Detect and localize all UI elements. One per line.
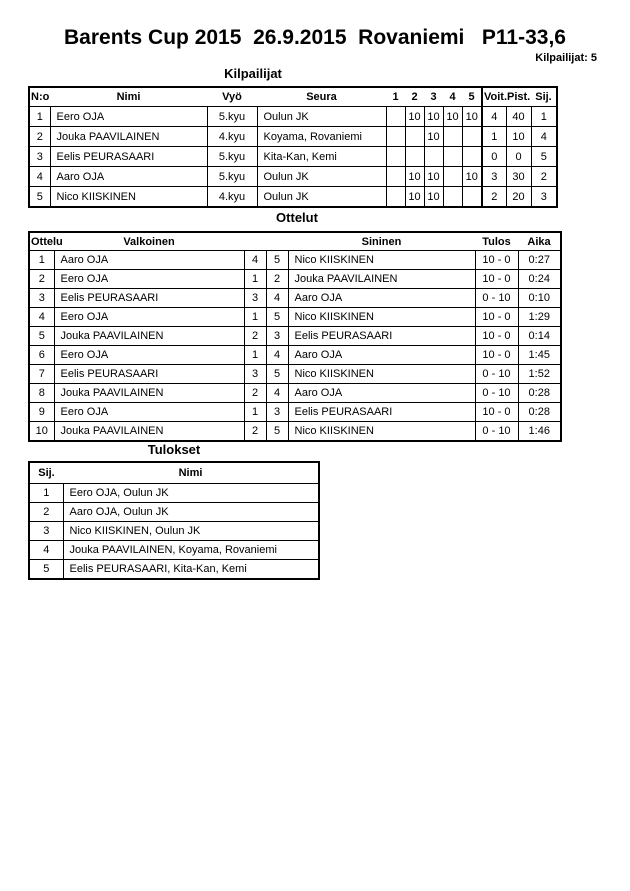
- cell-white-no: 1: [244, 346, 266, 365]
- cell-pist: 40: [506, 107, 531, 127]
- table-row: [29, 127, 557, 147]
- cell-result: 0 - 10: [475, 365, 518, 384]
- cell-result: 10 - 0: [475, 270, 518, 289]
- results-section-heading: Tulokset: [147, 442, 201, 457]
- cell-sij: 5: [531, 147, 557, 167]
- cell-match-no: 4: [29, 308, 54, 327]
- cell-seura: Oulun JK: [257, 107, 386, 127]
- cell-voit: 1: [482, 127, 506, 147]
- results-table: [28, 461, 320, 580]
- table-row: [29, 147, 557, 167]
- cell-seura: Oulun JK: [257, 187, 386, 208]
- cell-voit: 3: [482, 167, 506, 187]
- col-header-aika: Aika: [518, 232, 561, 251]
- table-row: [29, 346, 561, 365]
- cell-match-no: 8: [29, 384, 54, 403]
- cell-blue-no: 3: [266, 403, 288, 422]
- col-header-pist: Pist.: [506, 87, 531, 107]
- cell-no: 3: [29, 147, 50, 167]
- col-header-sij: Sij.: [531, 87, 557, 107]
- cell-score-5: 10: [462, 107, 482, 127]
- table-row: [29, 522, 319, 541]
- cell-score-4: [443, 147, 462, 167]
- cell-nimi: Aaro OJA: [50, 167, 207, 187]
- cell-no: 1: [29, 107, 50, 127]
- col-header-5: 5: [462, 87, 482, 107]
- cell-white-name: Eero OJA: [54, 308, 244, 327]
- cell-white-name: Eelis PEURASAARI: [54, 289, 244, 308]
- cell-voit: 0: [482, 147, 506, 167]
- cell-vyo: 5.kyu: [207, 107, 257, 127]
- col-header-3: 3: [424, 87, 443, 107]
- table-row: [29, 308, 561, 327]
- cell-sij: 2: [531, 167, 557, 187]
- cell-pist: 0: [506, 147, 531, 167]
- cell-time: 0:14: [518, 327, 561, 346]
- cell-score-3: 10: [424, 187, 443, 208]
- col-header-ottelu: Ottelu: [29, 232, 54, 251]
- table-row: [29, 251, 561, 270]
- cell-time: 1:45: [518, 346, 561, 365]
- cell-white-name: Jouka PAAVILAINEN: [54, 327, 244, 346]
- cell-score-4: 10: [443, 107, 462, 127]
- cell-match-no: 10: [29, 422, 54, 442]
- cell-match-no: 6: [29, 346, 54, 365]
- cell-no: 5: [29, 187, 50, 208]
- cell-nimi: Jouka PAAVILAINEN: [50, 127, 207, 147]
- cell-blue-name: Jouka PAAVILAINEN: [288, 270, 475, 289]
- col-header-1: 1: [386, 87, 405, 107]
- cell-white-no: 2: [244, 384, 266, 403]
- table-row: [29, 167, 557, 187]
- cell-score-1: [386, 127, 405, 147]
- cell-nimi: Nico KIISKINEN: [50, 187, 207, 208]
- cell-white-name: Eero OJA: [54, 270, 244, 289]
- cell-white-name: Eelis PEURASAARI: [54, 365, 244, 384]
- cell-rank: 2: [29, 503, 63, 522]
- cell-no: 4: [29, 167, 50, 187]
- cell-blue-name: Aaro OJA: [288, 384, 475, 403]
- cell-seura: Kita-Kan, Kemi: [257, 147, 386, 167]
- cell-blue-name: Aaro OJA: [288, 346, 475, 365]
- cell-score-4: [443, 127, 462, 147]
- cell-score-4: [443, 187, 462, 208]
- cell-time: 0:24: [518, 270, 561, 289]
- cell-score-5: [462, 187, 482, 208]
- competitors-header-row: [29, 87, 557, 107]
- cell-blue-no: 4: [266, 384, 288, 403]
- cell-white-no: 2: [244, 327, 266, 346]
- cell-vyo: 5.kyu: [207, 167, 257, 187]
- cell-blue-name: Nico KIISKINEN: [288, 422, 475, 442]
- results-header-row: [29, 462, 319, 484]
- matches-header-row: [29, 232, 561, 251]
- cell-name-club: Nico KIISKINEN, Oulun JK: [63, 522, 319, 541]
- col-header-seura: Seura: [257, 87, 386, 107]
- cell-rank: 4: [29, 541, 63, 560]
- cell-score-2: [405, 147, 424, 167]
- cell-no: 2: [29, 127, 50, 147]
- cell-voit: 4: [482, 107, 506, 127]
- cell-score-2: 10: [405, 187, 424, 208]
- cell-result: 10 - 0: [475, 251, 518, 270]
- cell-match-no: 7: [29, 365, 54, 384]
- cell-score-1: [386, 187, 405, 208]
- document-title: Barents Cup 2015 26.9.2015 Rovaniemi P11-33,6: [64, 26, 566, 49]
- cell-score-1: [386, 147, 405, 167]
- cell-white-name: Jouka PAAVILAINEN: [54, 384, 244, 403]
- cell-blue-no: 5: [266, 422, 288, 442]
- cell-white-name: Eero OJA: [54, 403, 244, 422]
- cell-blue-name: Nico KIISKINEN: [288, 251, 475, 270]
- cell-blue-name: Eelis PEURASAARI: [288, 403, 475, 422]
- col-header-vyo: Vyö: [207, 87, 257, 107]
- cell-score-5: 10: [462, 167, 482, 187]
- col-header-nimi: Nimi: [63, 462, 319, 484]
- cell-pist: 10: [506, 127, 531, 147]
- cell-score-2: 10: [405, 167, 424, 187]
- cell-result: 10 - 0: [475, 346, 518, 365]
- col-header-sij: Sij.: [29, 462, 63, 484]
- cell-time: 1:29: [518, 308, 561, 327]
- cell-match-no: 9: [29, 403, 54, 422]
- cell-blue-name: Nico KIISKINEN: [288, 365, 475, 384]
- cell-rank: 3: [29, 522, 63, 541]
- competitors-section-heading: Kilpailijat: [224, 66, 282, 81]
- table-row: [29, 422, 561, 442]
- cell-blue-no: 5: [266, 365, 288, 384]
- table-row: [29, 541, 319, 560]
- cell-vyo: 4.kyu: [207, 187, 257, 208]
- cell-score-1: [386, 167, 405, 187]
- table-row: [29, 403, 561, 422]
- cell-blue-no: 5: [266, 308, 288, 327]
- cell-white-name: Aaro OJA: [54, 251, 244, 270]
- cell-blue-no: 2: [266, 270, 288, 289]
- col-header-4: 4: [443, 87, 462, 107]
- cell-name-club: Eero OJA, Oulun JK: [63, 484, 319, 503]
- cell-sij: 4: [531, 127, 557, 147]
- cell-white-no: 1: [244, 270, 266, 289]
- cell-score-3: [424, 147, 443, 167]
- col-header-2: 2: [405, 87, 424, 107]
- cell-white-no: 1: [244, 308, 266, 327]
- cell-voit: 2: [482, 187, 506, 208]
- cell-result: 10 - 0: [475, 403, 518, 422]
- cell-score-5: [462, 127, 482, 147]
- cell-sij: 3: [531, 187, 557, 208]
- col-header-tulos: Tulos: [475, 232, 518, 251]
- cell-pist: 20: [506, 187, 531, 208]
- cell-nimi: Eelis PEURASAARI: [50, 147, 207, 167]
- cell-time: 0:28: [518, 403, 561, 422]
- cell-time: 0:27: [518, 251, 561, 270]
- cell-match-no: 3: [29, 289, 54, 308]
- cell-time: 1:52: [518, 365, 561, 384]
- cell-blue-no: 4: [266, 346, 288, 365]
- cell-vyo: 5.kyu: [207, 147, 257, 167]
- cell-score-5: [462, 147, 482, 167]
- cell-seura: Oulun JK: [257, 167, 386, 187]
- cell-blue-name: Eelis PEURASAARI: [288, 327, 475, 346]
- cell-time: 0:28: [518, 384, 561, 403]
- cell-result: 10 - 0: [475, 327, 518, 346]
- cell-white-no: 3: [244, 289, 266, 308]
- cell-white-no: 2: [244, 422, 266, 442]
- cell-score-2: 10: [405, 107, 424, 127]
- cell-score-2: [405, 127, 424, 147]
- table-row: [29, 107, 557, 127]
- cell-name-club: Jouka PAAVILAINEN, Koyama, Rovaniemi: [63, 541, 319, 560]
- table-row: [29, 503, 319, 522]
- table-row: [29, 365, 561, 384]
- cell-white-name: Eero OJA: [54, 346, 244, 365]
- cell-match-no: 2: [29, 270, 54, 289]
- col-header-no: N:o: [29, 87, 50, 107]
- table-row: [29, 289, 561, 308]
- cell-white-name: Jouka PAAVILAINEN: [54, 422, 244, 442]
- cell-result: 0 - 10: [475, 422, 518, 442]
- cell-name-club: Eelis PEURASAARI, Kita-Kan, Kemi: [63, 560, 319, 580]
- cell-blue-no: 3: [266, 327, 288, 346]
- cell-rank: 5: [29, 560, 63, 580]
- cell-match-no: 1: [29, 251, 54, 270]
- table-row: [29, 384, 561, 403]
- cell-match-no: 5: [29, 327, 54, 346]
- cell-result: 10 - 0: [475, 308, 518, 327]
- cell-white-no: 4: [244, 251, 266, 270]
- matches-table: [28, 231, 562, 442]
- table-row: [29, 560, 319, 580]
- table-row: [29, 484, 319, 503]
- cell-result: 0 - 10: [475, 289, 518, 308]
- cell-score-3: 10: [424, 127, 443, 147]
- cell-blue-name: Aaro OJA: [288, 289, 475, 308]
- cell-time: 1:46: [518, 422, 561, 442]
- col-header-white-no: [244, 232, 266, 251]
- cell-score-3: 10: [424, 107, 443, 127]
- table-row: [29, 327, 561, 346]
- cell-blue-no: 5: [266, 251, 288, 270]
- cell-time: 0:10: [518, 289, 561, 308]
- cell-name-club: Aaro OJA, Oulun JK: [63, 503, 319, 522]
- competitors-table: [28, 86, 558, 208]
- matches-section-heading: Ottelut: [276, 210, 318, 225]
- col-header-nimi: Nimi: [50, 87, 207, 107]
- cell-nimi: Eero OJA: [50, 107, 207, 127]
- table-row: [29, 187, 557, 208]
- cell-score-3: 10: [424, 167, 443, 187]
- col-header-valkoinen: Valkoinen: [54, 232, 244, 251]
- cell-score-1: [386, 107, 405, 127]
- cell-result: 0 - 10: [475, 384, 518, 403]
- cell-vyo: 4.kyu: [207, 127, 257, 147]
- cell-blue-name: Nico KIISKINEN: [288, 308, 475, 327]
- col-header-sininen: Sininen: [288, 232, 475, 251]
- cell-sij: 1: [531, 107, 557, 127]
- cell-white-no: 3: [244, 365, 266, 384]
- cell-rank: 1: [29, 484, 63, 503]
- cell-pist: 30: [506, 167, 531, 187]
- table-row: [29, 270, 561, 289]
- cell-seura: Koyama, Rovaniemi: [257, 127, 386, 147]
- col-header-voit: Voit.: [482, 87, 506, 107]
- cell-white-no: 1: [244, 403, 266, 422]
- col-header-blue-no: [266, 232, 288, 251]
- cell-score-4: [443, 167, 462, 187]
- cell-blue-no: 4: [266, 289, 288, 308]
- competitors-count-label: Kilpailijat: 5: [535, 52, 597, 64]
